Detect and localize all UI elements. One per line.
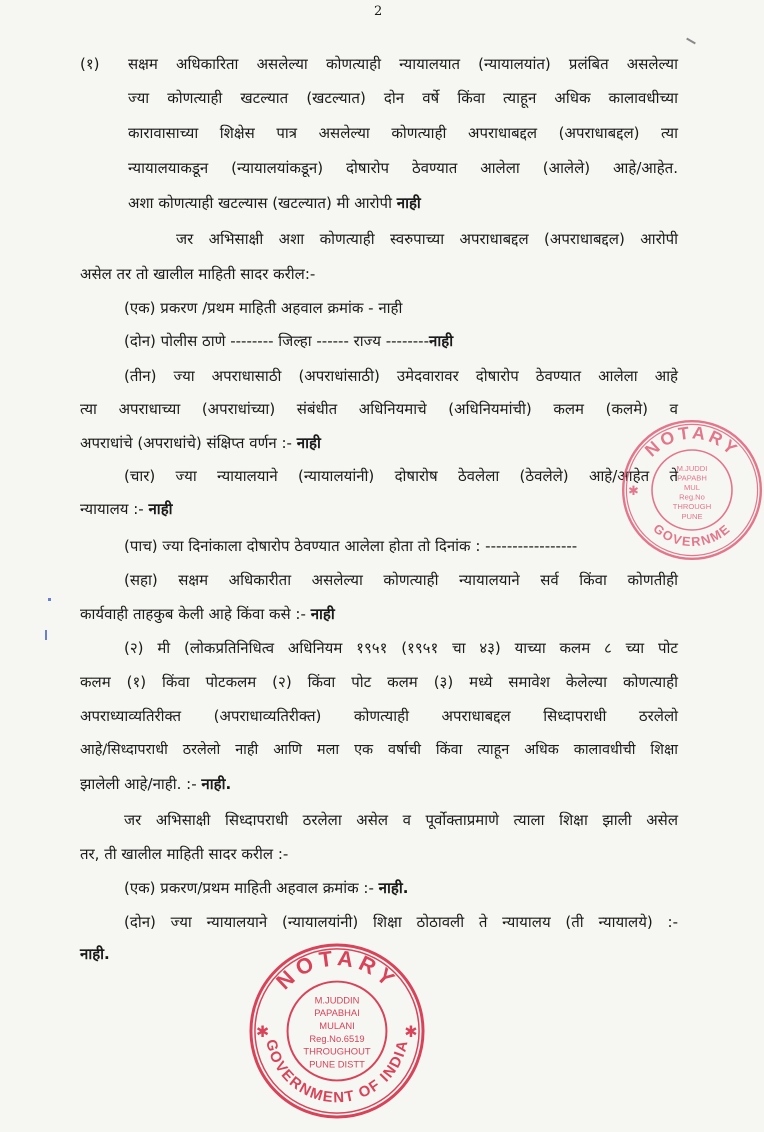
svg-text:GOVERNME: [650, 521, 733, 550]
scan-speck: [48, 598, 51, 601]
text-line: आहे/सिध्दापराधी ठरलेलो नाही आणि मला एक वर्षाची किंवा त्याहून अधिक कालावधीची शिक्षा: [80, 742, 678, 758]
text-segment: (दोन) पोलीस ठाणे -------- जिल्हा ------ राज्य --------: [124, 332, 430, 350]
text-line: (चार) ज्या न्यायालयाने (न्यायालयांनी) दोषारोष ठेवलेला (ठेवलेले) आहे/आहेत ते: [124, 467, 678, 485]
text-line: (२) मी (लोकप्रतिनिधित्व अधिनियम १९५१ (१९५१ चा ४३) याच्या कलम ८ च्या पोट: [124, 639, 678, 657]
stamp-side-line: MUL: [683, 483, 701, 492]
stamp-side-line: Reg.No: [679, 492, 705, 502]
text-line: (दोन) ज्या न्यायालयाने (न्यायालयांनी) शिक्षा ठोठावली ते न्यायालय (ती न्यायालये) :-: [124, 913, 678, 931]
answer-nahi: नाही: [148, 500, 173, 518]
clause-number: (१): [80, 55, 100, 73]
stamp-seal-icon: [248, 942, 426, 1120]
text-line: न्यायालयाकडून (न्यायालयांकडून) दोषारोप ठेवण्यात आलेला (आलेले) आहे/आहेत.: [128, 159, 678, 177]
text-line: सक्षम अधिकारिता असलेल्या कोणत्याही न्यायालयात (न्यायालयांत) प्रलंबित असलेल्या: [128, 55, 678, 73]
text-line: ज्या कोणत्याही खटल्यात (खटल्यात) दोन वर्षे किंवा त्याहून अधिक कालावधीच्या: [128, 89, 678, 107]
text-line: (एक) प्रकरण /प्रथम माहिती अहवाल क्रमांक - नाही: [124, 299, 403, 317]
text-line: [124, 331, 453, 351]
text-segment: न्यायालय :-: [80, 500, 144, 518]
text-segment: अपराधांचे (अपराधांचे) संक्षिप्त वर्णन :-: [80, 434, 292, 452]
text-line: [128, 193, 421, 213]
text-line: [124, 878, 408, 898]
text-segment: अशा कोणत्याही खटल्यास (खटल्यात) मी आरोपी: [128, 194, 392, 212]
text-line: अपराध्याव्यतिरीक्त (अपराधाव्यतिरीक्त) कोणत्याही अपराधाबद्दल सिध्दापराधी ठरलेलो: [80, 707, 678, 725]
svg-text:✱: ✱: [628, 483, 639, 499]
text-line: (सहा) सक्षम अधिकारीता असलेल्या कोणत्याही न्यायालयाने सर्व किंवा कोणतीही: [124, 571, 678, 589]
text-line: [80, 774, 231, 794]
stamp-side-bottom: GOVERNME: [650, 520, 734, 550]
text-segment: झालेली आहे/नाही. :-: [80, 775, 197, 793]
stamp-seal-icon: [620, 418, 764, 562]
text-line: (तीन) ज्या अपराधासाठी (अपराधांसाठी) उमेदवारावर दोषारोप ठेवण्यात आलेला आहे: [124, 367, 678, 385]
stamp-side-line: THROUGH: [672, 502, 712, 512]
text-line: असेल तर तो खालील माहिती सादर करील:-: [80, 265, 316, 283]
stamp-side-line: PAPABH: [677, 473, 707, 483]
stamp-main-line: PUNE DISTT: [309, 1058, 365, 1070]
text-line: जर अभिसाक्षी अशा कोणत्याही स्वरुपाच्या अपराधाबद्दल (अपराधाबद्दल) आरोपी: [176, 230, 678, 248]
stamp-main-line: M.JUDDIN: [314, 994, 360, 1006]
page-number: 2: [374, 4, 383, 19]
scan-speck: [45, 630, 47, 640]
text-segment: (एक) प्रकरण/प्रथम माहिती अहवाल क्रमांक :-: [124, 879, 374, 897]
answer-nahi: नाही: [310, 605, 335, 623]
stamp-main-line: Reg.No.6519: [309, 1032, 365, 1044]
text-line: जर अभिसाक्षी सिध्दापराधी ठरलेला असेल व पूर्वोक्ताप्रमाणे त्याला शिक्षा झाली असेल: [124, 811, 678, 829]
stamp-side-top: NOTARY: [640, 422, 744, 461]
svg-text:✱: ✱: [404, 1021, 418, 1041]
text-line: [80, 604, 335, 624]
stamp-side-line: PUNE: [681, 511, 703, 521]
scan-speck: [686, 38, 696, 45]
answer-nahi: नाही: [429, 332, 454, 350]
text-line: कारावासाच्या शिक्षेस पात्र असलेल्या कोणत्याही अपराधाबद्दल (अपराधाबद्दल) त्या: [128, 124, 678, 142]
text-line: [80, 499, 173, 519]
stamp-main-top: NOTARY: [271, 945, 404, 995]
svg-text:NOTARY: [271, 945, 403, 994]
text-line: (पाच) ज्या दिनांकाला दोषारोप ठेवण्यात आलेला होता तो दिनांक : -----------------: [124, 537, 578, 555]
svg-text:NOTARY: [641, 422, 743, 460]
answer-nahi: नाही: [396, 194, 421, 212]
stamp-side-line: M.JUDDI: [676, 463, 708, 473]
stamp-main-line: MULANI: [319, 1020, 355, 1032]
answer-nahi: नाही: [296, 434, 321, 452]
text-line: कलम (१) किंवा पोटकलम (२) किंवा पोट कलम (३) मध्ये समावेश केलेल्या कोणत्याही: [80, 673, 678, 691]
answer-nahi: नाही.: [201, 775, 232, 793]
text-line: [80, 433, 321, 453]
stamp-main-bottom: GOVERNMENT OF INDIA: [262, 1038, 412, 1107]
text-segment: कार्यवाही ताहकुब केली आहे किंवा कसे :-: [80, 605, 306, 623]
stamp-main-line: PAPABHAI: [314, 1007, 360, 1019]
answer-nahi: नाही.: [80, 945, 110, 963]
text-line: त्या अपराधाच्या (अपराधांच्या) संबंधीत अधिनियमाचे (अधिनियमांची) कलम (कलमे) व: [80, 400, 678, 418]
notary-stamp-side: [620, 418, 764, 562]
notary-stamp-main: [248, 942, 426, 1120]
stamp-main-line: THROUGHOUT: [303, 1045, 371, 1057]
answer-nahi: नाही.: [378, 879, 409, 897]
text-line: तर, ती खालील माहिती सादर करील :-: [80, 845, 289, 863]
svg-text:✱: ✱: [255, 1021, 270, 1041]
